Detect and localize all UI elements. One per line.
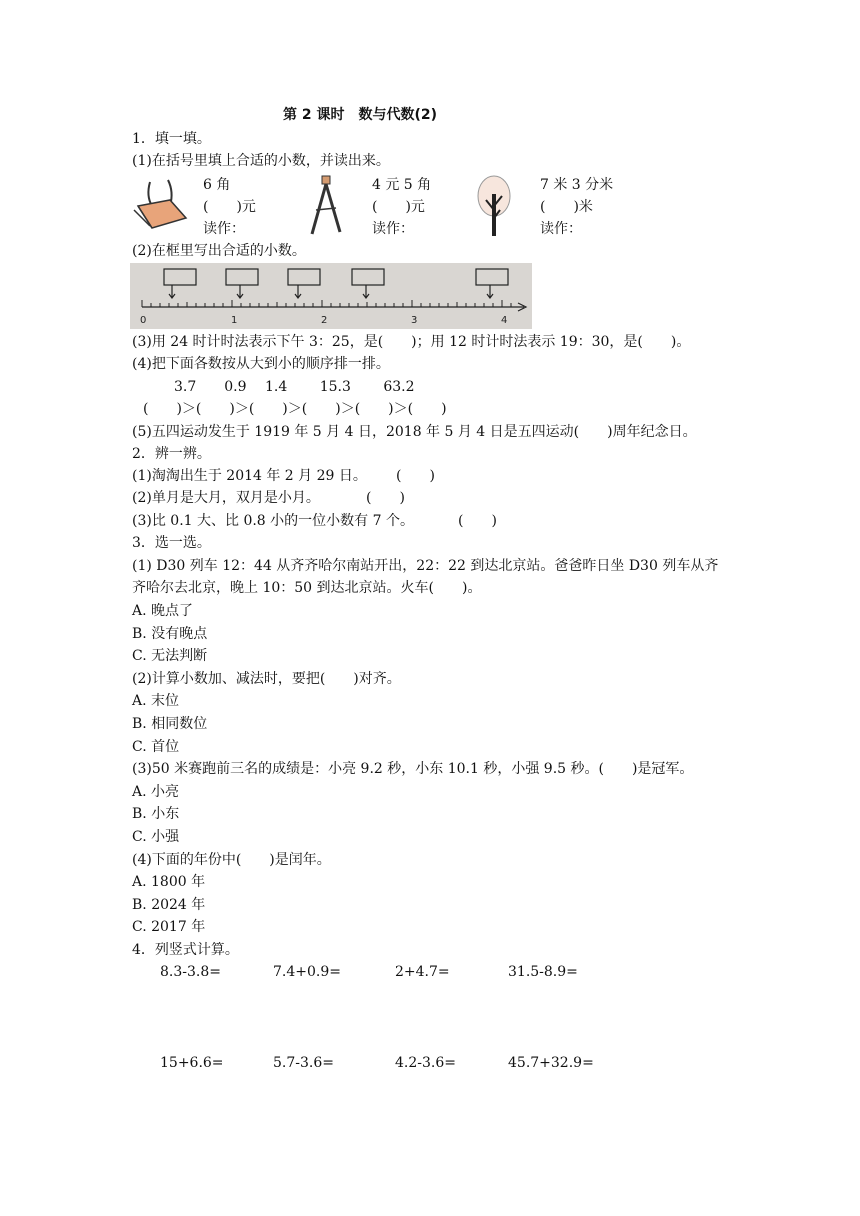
q1-p4-blanks[interactable]: ( )＞( )＞( )＞( )＞( )＞( ) — [143, 401, 447, 417]
number-line-figure — [130, 263, 532, 329]
q3-p2-option-a[interactable]: A. 末位 — [132, 693, 180, 709]
calc-1: 8.3-3.8= — [160, 964, 221, 980]
item3-value: 7 米 3 分米 — [540, 177, 614, 193]
nl-label-4: 4 — [501, 315, 508, 326]
q3-p2-option-b[interactable]: B. 相同数位 — [132, 716, 208, 732]
item2-value: 4 元 5 角 — [372, 177, 432, 193]
binder-clip-illustration — [130, 176, 192, 234]
calc-3: 2+4.7= — [395, 964, 450, 980]
nl-label-3: 3 — [411, 315, 418, 326]
q3-p1-option-c[interactable]: C. 无法判断 — [132, 648, 208, 664]
q1-p4-label: (4)把下面各数按从大到小的顺序排一排。 — [132, 356, 390, 372]
q2-item1-blank[interactable]: ( ) — [396, 468, 435, 484]
q3-p1-line1: (1) D30 列车 12：44 从齐齐哈尔南站开出，22：22 到达北京站。爸爸昨日坐 D30 列车从齐 — [132, 558, 719, 574]
item3-blank[interactable]: ( )米 — [540, 199, 593, 215]
q1-p4-numbers: 3.7 0.9 1.4 15.3 63.2 — [174, 379, 415, 395]
q3-p3-option-b[interactable]: B. 小东 — [132, 806, 180, 822]
calc-6: 5.7-3.6= — [273, 1055, 334, 1071]
q3-p4-line: (4)下面的年份中( )是闰年。 — [132, 852, 331, 868]
nl-label-2: 2 — [321, 315, 328, 326]
q1-heading: 1．填一填。 — [132, 131, 211, 147]
q4-heading: 4．列竖式计算。 — [132, 942, 239, 958]
item3-read[interactable]: 读作： — [540, 221, 582, 237]
q1-p2-label: (2)在框里写出合适的小数。 — [132, 243, 306, 259]
calc-7: 4.2-3.6= — [395, 1055, 456, 1071]
q3-p2-option-c[interactable]: C. 首位 — [132, 739, 180, 755]
q3-p4-option-c[interactable]: C. 2017 年 — [132, 919, 206, 935]
q3-p4-option-b[interactable]: B. 2024 年 — [132, 897, 206, 913]
q1-p1-label: (1)在括号里填上合适的小数，并读出来。 — [132, 153, 390, 169]
q3-p4-option-a[interactable]: A. 1800 年 — [132, 874, 206, 890]
item2-read[interactable]: 读作： — [372, 221, 414, 237]
q3-p3-line: (3)50 米赛跑前三名的成绩是：小亮 9.2 秒，小东 10.1 秒，小强 9.5 秒。( )是冠军。 — [132, 761, 694, 777]
page-title: 第 2 课时 数与代数(2) — [283, 107, 438, 123]
q3-p3-option-c[interactable]: C. 小强 — [132, 829, 180, 845]
q3-p2-line: (2)计算小数加、减法时，要把( )对齐。 — [132, 671, 401, 687]
item1-value: 6 角 — [203, 177, 231, 193]
q2-heading: 2．辨一辨。 — [132, 446, 211, 462]
item1-blank[interactable]: ( )元 — [203, 199, 256, 215]
tree-illustration — [474, 174, 514, 238]
q1-p3: (3)用 24 时计时法表示下午 3：25，是( )；用 12 时计时法表示 19：30，是( )。 — [132, 334, 691, 350]
q2-item2: (2)单月是大月，双月是小月。 — [132, 490, 320, 506]
q2-item1: (1)淘淘出生于 2014 年 2 月 29 日。 — [132, 468, 367, 484]
q3-p1-option-a[interactable]: A. 晚点了 — [132, 603, 194, 619]
item1-read[interactable]: 读作： — [203, 221, 245, 237]
q3-p3-option-a[interactable]: A. 小亮 — [132, 784, 180, 800]
nl-label-1: 1 — [231, 315, 238, 326]
item2-blank[interactable]: ( )元 — [372, 199, 425, 215]
calc-4: 31.5-8.9= — [508, 964, 578, 980]
calc-2: 7.4+0.9= — [273, 964, 341, 980]
q3-p1-line2: 齐哈尔去北京，晚上 10：50 到达北京站。火车( )。 — [132, 580, 482, 596]
q1-p5: (5)五四运动发生于 1919 年 5 月 4 日，2018 年 5 月 4 日是五四运动( )周年纪念日。 — [132, 424, 697, 440]
q3-p1-option-b[interactable]: B. 没有晚点 — [132, 626, 208, 642]
nl-label-0: 0 — [140, 315, 147, 326]
compass-illustration — [302, 174, 350, 238]
q2-item3-blank[interactable]: ( ) — [458, 513, 497, 529]
calc-5: 15+6.6= — [160, 1055, 224, 1071]
calc-8: 45.7+32.9= — [508, 1055, 594, 1071]
q2-item2-blank[interactable]: ( ) — [366, 490, 405, 506]
q3-heading: 3．选一选。 — [132, 535, 211, 551]
q2-item3: (3)比 0.1 大、比 0.8 小的一位小数有 7 个。 — [132, 513, 414, 529]
